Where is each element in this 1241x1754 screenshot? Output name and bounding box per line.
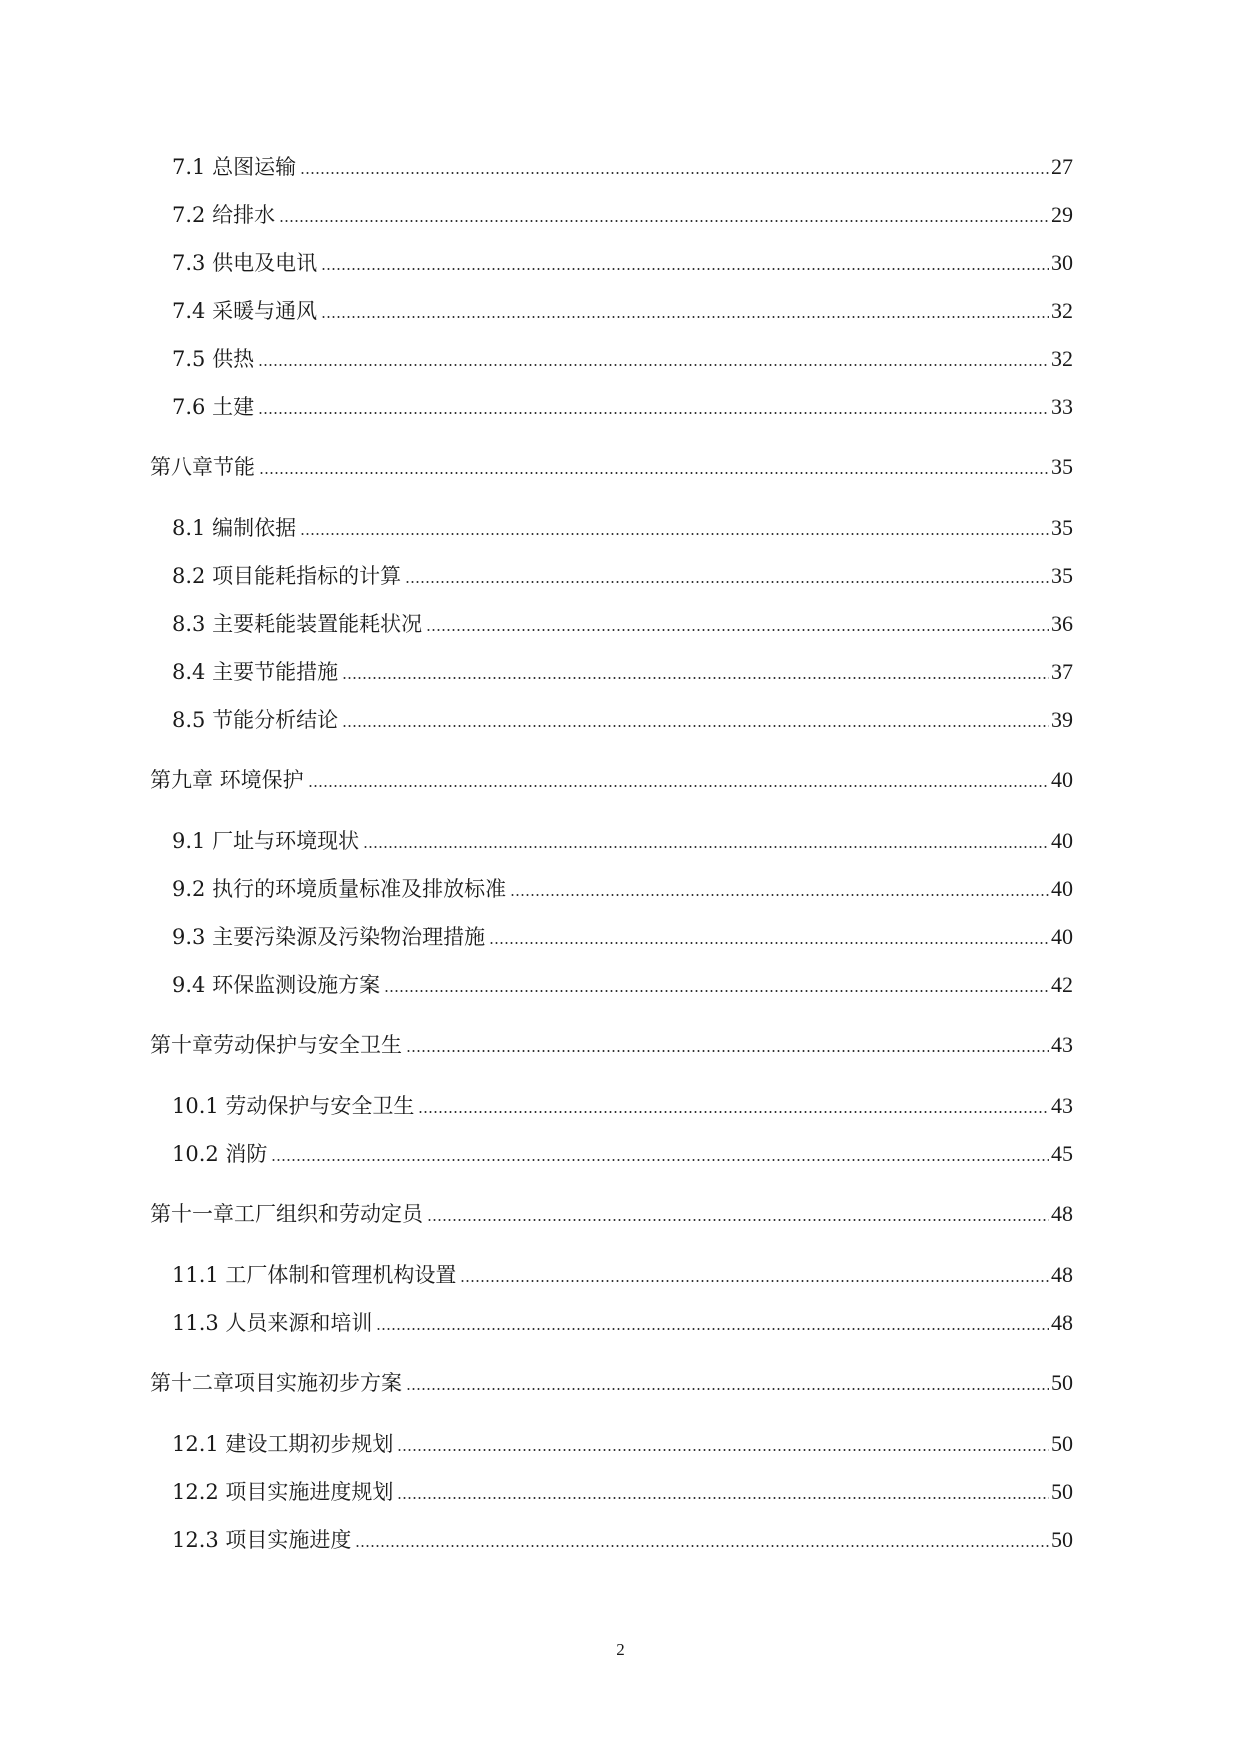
toc-entry-page: 32 xyxy=(1051,298,1073,323)
toc-chapter-page: 43 xyxy=(1051,1032,1073,1057)
toc-entry-label: 11.3 人员来源和培训 xyxy=(172,1311,373,1335)
toc-entry-label: 7.6 土建 xyxy=(172,395,255,419)
toc-entry-page: 30 xyxy=(1051,250,1073,275)
toc-entry-page: 50 xyxy=(1051,1479,1073,1504)
toc-entry-page: 27 xyxy=(1051,154,1073,179)
toc-entry[interactable] xyxy=(172,1525,1073,1555)
toc-entry-label: 12.3 项目实施进度 xyxy=(172,1528,352,1552)
toc-entry[interactable] xyxy=(172,1477,1073,1507)
toc-entry-page: 50 xyxy=(1051,1431,1073,1456)
dot-leader xyxy=(342,677,1049,679)
toc-chapter[interactable] xyxy=(150,452,1073,482)
toc-chapter-label: 第九章 环境保护 xyxy=(150,768,304,792)
dot-leader xyxy=(376,1328,1049,1330)
toc-entry[interactable] xyxy=(172,826,1073,856)
toc-chapter-label: 第十章劳动保护与安全卫生 xyxy=(150,1033,402,1057)
toc-entry-label: 8.3 主要耗能装置能耗状况 xyxy=(172,612,423,636)
toc-entry[interactable] xyxy=(172,970,1073,1000)
toc-entry-page: 32 xyxy=(1051,346,1073,371)
toc-entry[interactable] xyxy=(172,1091,1073,1121)
dot-leader xyxy=(427,1219,1049,1221)
toc-chapter-page: 40 xyxy=(1051,767,1073,792)
toc-entry[interactable] xyxy=(172,1429,1073,1459)
dot-leader xyxy=(510,894,1049,896)
toc-entry[interactable] xyxy=(172,561,1073,591)
dot-leader xyxy=(460,1280,1049,1282)
dot-leader xyxy=(321,316,1049,318)
dot-leader xyxy=(489,942,1049,944)
page-number: 2 xyxy=(616,1640,625,1659)
dot-leader xyxy=(406,1388,1049,1390)
toc-entry-page: 39 xyxy=(1051,707,1073,732)
toc-entry-page: 35 xyxy=(1051,515,1073,540)
dot-leader xyxy=(308,785,1049,787)
toc-entry-label: 9.4 环保监测设施方案 xyxy=(172,973,381,997)
toc-entry-page: 50 xyxy=(1051,1527,1073,1552)
toc-entry[interactable] xyxy=(172,1308,1073,1338)
toc-entry[interactable] xyxy=(172,922,1073,952)
toc-entry[interactable] xyxy=(172,296,1073,326)
dot-leader xyxy=(426,629,1049,631)
toc-chapter[interactable] xyxy=(150,1368,1073,1398)
dot-leader xyxy=(405,581,1049,583)
dot-leader xyxy=(258,412,1049,414)
toc-entry-page: 48 xyxy=(1051,1310,1073,1335)
toc-entry-label: 7.1 总图运输 xyxy=(172,155,297,179)
toc-entry[interactable] xyxy=(172,200,1073,230)
toc-entry-label: 12.1 建设工期初步规划 xyxy=(172,1432,394,1456)
toc-entry-label: 11.1 工厂体制和管理机构设置 xyxy=(172,1263,457,1287)
toc-entry-label: 7.3 供电及电讯 xyxy=(172,251,318,275)
toc-entry-page: 42 xyxy=(1051,972,1073,997)
dot-leader xyxy=(418,1111,1049,1113)
dot-leader xyxy=(342,725,1049,727)
dot-leader xyxy=(271,1159,1049,1161)
toc-entry-page: 36 xyxy=(1051,611,1073,636)
toc-entry-label: 10.2 消防 xyxy=(172,1142,268,1166)
dot-leader xyxy=(300,172,1049,174)
dot-leader xyxy=(406,1050,1049,1052)
dot-leader xyxy=(259,472,1049,474)
toc-entry-page: 45 xyxy=(1051,1141,1073,1166)
dot-leader xyxy=(363,846,1049,848)
toc-entry-label: 8.1 编制依据 xyxy=(172,516,297,540)
toc-entry[interactable] xyxy=(172,392,1073,422)
toc-entry-label: 9.2 执行的环境质量标准及排放标准 xyxy=(172,877,507,901)
toc-entry-label: 12.2 项目实施进度规划 xyxy=(172,1480,394,1504)
toc-entry-label: 7.5 供热 xyxy=(172,347,255,371)
toc-entry[interactable] xyxy=(172,657,1073,687)
toc-entry[interactable] xyxy=(172,1260,1073,1290)
toc-entry-label: 7.4 采暖与通风 xyxy=(172,299,318,323)
toc-entry-label: 8.4 主要节能措施 xyxy=(172,660,339,684)
toc-entry[interactable] xyxy=(172,609,1073,639)
toc-chapter-page: 48 xyxy=(1051,1201,1073,1226)
toc-entry[interactable] xyxy=(172,1139,1073,1169)
toc-chapter[interactable] xyxy=(150,1199,1073,1229)
toc-chapter-label: 第十一章工厂组织和劳动定员 xyxy=(150,1202,423,1226)
toc-entry-page: 40 xyxy=(1051,828,1073,853)
toc-entry-page: 43 xyxy=(1051,1093,1073,1118)
toc-entry-page: 35 xyxy=(1051,563,1073,588)
toc-entry-page: 48 xyxy=(1051,1262,1073,1287)
toc-chapter-page: 50 xyxy=(1051,1370,1073,1395)
dot-leader xyxy=(258,364,1049,366)
toc-entry-label: 10.1 劳动保护与安全卫生 xyxy=(172,1094,415,1118)
toc-entry[interactable] xyxy=(172,874,1073,904)
toc-entry-page: 40 xyxy=(1051,924,1073,949)
toc-entry-page: 40 xyxy=(1051,876,1073,901)
toc-entry-label: 9.1 厂址与环境现状 xyxy=(172,829,360,853)
dot-leader xyxy=(384,990,1049,992)
toc-entry-page: 29 xyxy=(1051,202,1073,227)
dot-leader xyxy=(321,268,1049,270)
toc-entry[interactable] xyxy=(172,513,1073,543)
dot-leader xyxy=(397,1497,1049,1499)
dot-leader xyxy=(397,1449,1049,1451)
toc-entry[interactable] xyxy=(172,248,1073,278)
toc-chapter[interactable] xyxy=(150,765,1073,795)
dot-leader xyxy=(355,1545,1049,1547)
toc-chapter-label: 第十二章项目实施初步方案 xyxy=(150,1371,402,1395)
toc-entry-label: 8.2 项目能耗指标的计算 xyxy=(172,564,402,588)
toc-entry-label: 7.2 给排水 xyxy=(172,203,276,227)
toc-chapter-page: 35 xyxy=(1051,454,1073,479)
dot-leader xyxy=(300,533,1049,535)
toc-entry-label: 8.5 节能分析结论 xyxy=(172,708,339,732)
toc-entry[interactable] xyxy=(172,705,1073,735)
toc-entry-page: 33 xyxy=(1051,394,1073,419)
toc-entry[interactable] xyxy=(172,344,1073,374)
toc-entry-label: 9.3 主要污染源及污染物治理措施 xyxy=(172,925,486,949)
toc-entry-page: 37 xyxy=(1051,659,1073,684)
toc-chapter[interactable] xyxy=(150,1030,1073,1060)
dot-leader xyxy=(279,220,1049,222)
toc-chapter-label: 第八章节能 xyxy=(150,455,255,479)
toc-entry[interactable] xyxy=(172,152,1073,182)
